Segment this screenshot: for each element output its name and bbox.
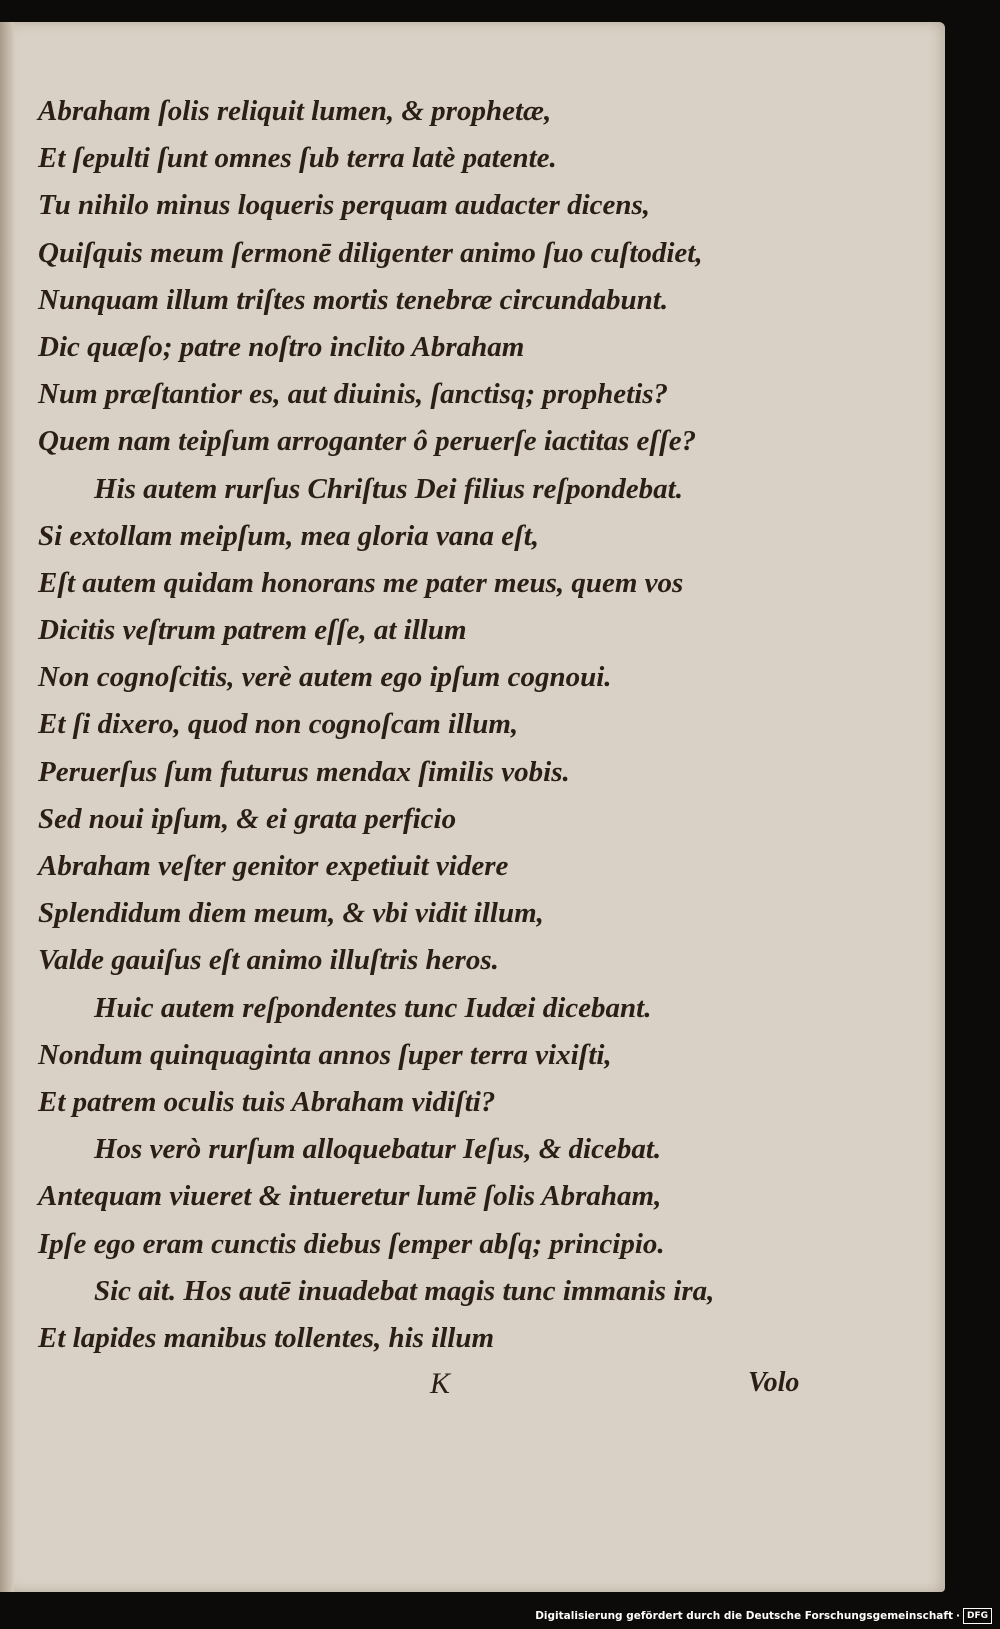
text-line: Abraham veſter genitor expetiuit videre <box>38 850 509 882</box>
text-line: His autem rurſus Chriſtus Dei filius reſpondebat. <box>94 472 683 505</box>
text-line: Dic quæſo; patre noſtro inclito Abraham <box>38 330 525 363</box>
text-line: Dicitis veſtrum patrem eſſe, at illum <box>38 614 467 647</box>
book-page <box>0 22 945 1592</box>
text-line: Sed noui ipſum, & ei grata perficio <box>38 802 457 835</box>
text-line: Tu nihilo minus loqueris perquam audacter dicens, <box>38 189 651 222</box>
text-line: Huic autem reſpondentes tunc Iudæi dicebant. <box>94 991 652 1024</box>
text-line: Et lapides manibus tollentes, his illum <box>38 1321 495 1354</box>
text-line: Non cognoſcitis, verè autem ego ipſum cognoui. <box>38 661 612 694</box>
text-line: Quiſquis meum ſermonē diligenter animo ſuo cuſtodiet, <box>38 236 703 269</box>
text-line: Si extollam meipſum, mea gloria vana eſt, <box>38 519 540 552</box>
text-line: Quem nam teipſum arroganter ô peruerſe iactitas eſſe? <box>38 425 697 458</box>
text-block <box>38 88 898 1362</box>
text-line: Splendidum diem meum, & vbi vidit illum, <box>38 897 544 930</box>
text-line: Antequam viueret & intueretur lumē ſolis Abraham, <box>38 1180 662 1213</box>
text-line: Nondum quinquaginta annos ſuper terra vixiſti, <box>38 1038 612 1071</box>
text-line: Abraham ſolis reliquit lumen, & prophetæ, <box>38 95 552 127</box>
credit-separator: · <box>955 1610 960 1622</box>
text-line: Nunquam illum triſtes mortis tenebræ circundabunt. <box>38 283 669 316</box>
text-line: Valde gauiſus eſt animo illuſtris heros. <box>38 944 499 977</box>
text-line: Num præſtantior es, aut diuinis, ſanctisq; prophetis? <box>38 378 669 411</box>
text-line: Peruerſus ſum futurus mendax ſimilis vobis. <box>38 755 570 788</box>
text-line: Eſt autem quidam honorans me pater meus, quem vos <box>38 566 684 599</box>
text-line: Sic ait. Hos autē inuadebat magis tunc immanis ira, <box>94 1274 715 1307</box>
text-line: Hos verò rurſum alloquebatur Ieſus, & dicebat. <box>94 1133 662 1166</box>
text-line: Et ſi dixero, quod non cognoſcam illum, <box>38 708 519 741</box>
signature-mark: K <box>430 1367 451 1400</box>
catchword: Volo <box>748 1367 800 1398</box>
page-gutter <box>0 22 14 1592</box>
digitization-credit <box>535 1608 992 1624</box>
text-line: Ipſe ego eram cunctis diebus ſemper abſq; principio. <box>38 1227 665 1260</box>
text-line: Et patrem oculis tuis Abraham vidiſti? <box>38 1085 496 1118</box>
text-line: Et ſepulti ſunt omnes ſub terra latè patente. <box>38 142 557 175</box>
credit-text: Digitalisierung gefördert durch die Deutsche Forschungsgemeinschaft <box>535 1610 953 1622</box>
dfg-logo-icon: DFG <box>963 1608 992 1624</box>
